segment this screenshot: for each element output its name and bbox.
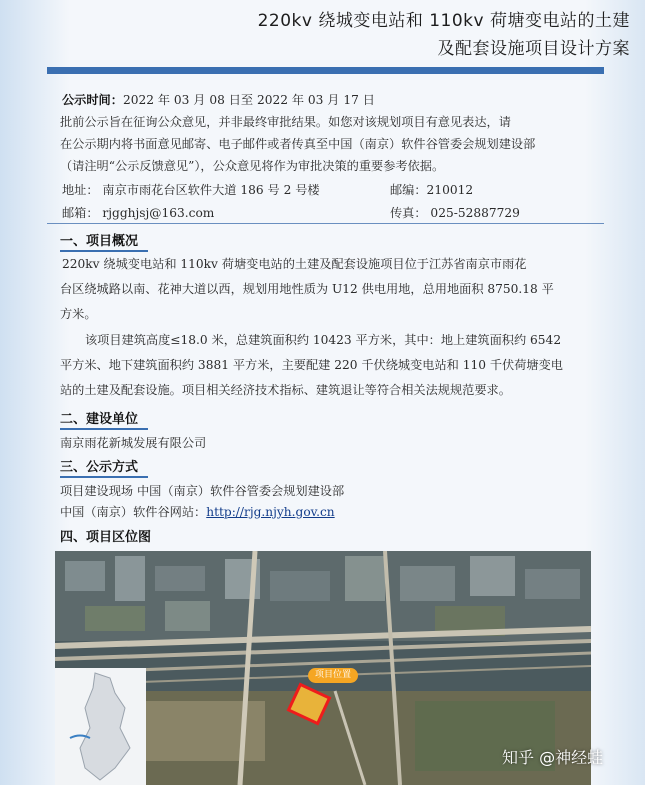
- section-3-line-1: 项目建设现场 中国（南京）软件谷管委会规划建设部: [60, 484, 345, 498]
- section-3-underline: [60, 476, 148, 478]
- intro-line-2: 在公示期内将书面意见邮寄、电子邮件或者传真至中国（南京）软件谷管委会规划建设部: [60, 137, 536, 151]
- section-1-para-1-line-3: 方米。: [60, 307, 97, 321]
- section-1-para-2-line-2: 平方米、地下建筑面积约 3881 平方米，主要配建 220 千伏绕城变电站和 110 千伏荷塘变电: [60, 358, 563, 372]
- section-3-line-2: [60, 503, 335, 520]
- notice-period-label: 公示时间：: [62, 93, 123, 107]
- notice-period: [62, 91, 375, 108]
- website-link[interactable]: http://rjg.njyh.gov.cn: [206, 505, 335, 519]
- contact-email: 邮箱： rjgghjsj@163.com: [62, 206, 215, 220]
- zhihu-watermark: 知乎 @神经蛙: [502, 748, 604, 767]
- contact-fax: 传真： 025-52887729: [390, 206, 520, 220]
- contact-postcode: 邮编：210012: [390, 183, 474, 197]
- contact-divider: [47, 223, 604, 224]
- section-2-title: 二、建设单位: [60, 412, 139, 427]
- section-1-para-2-line-1: 该项目建筑高度≤18.0 米，总建筑面积约 10423 平方米，其中：地上建筑面积约 6542: [85, 333, 562, 347]
- district-outline-icon: [55, 668, 146, 785]
- intro-line-1: 批前公示旨在征询公众意见，并非最终审批结果。如您对该规划项目有意见表达，请: [60, 115, 511, 129]
- section-1-para-2-line-3: 站的土建及配套设施。项目相关经济技术指标、建筑退让等符合相关法规规范要求。: [60, 383, 511, 397]
- section-2-underline: [60, 428, 148, 430]
- section-1-para-1-line-2: 台区绕城路以南、花神大道以西，规划用地性质为 U12 供电用地，总用地面积 8750.18 平: [60, 282, 554, 296]
- title-divider-bar: [47, 67, 604, 74]
- section-2-body: 南京雨花新城发展有限公司: [60, 436, 207, 450]
- document-title-line-1: 220kv 绕城变电站和 110kv 荷塘变电站的土建: [257, 11, 630, 31]
- document-title-line-2: 及配套设施项目设计方案: [437, 39, 630, 59]
- section-4-title: 四、项目区位图: [60, 530, 152, 545]
- intro-line-3: （请注明“公示反馈意见”），公众意见将作为审批决策的重要参考依据。: [60, 159, 445, 173]
- notice-period-value: 2022 年 03 月 08 日至 2022 年 03 月 17 日: [122, 93, 375, 107]
- section-1-underline: [60, 250, 148, 252]
- contact-address: 地址： 南京市雨花台区软件大道 186 号 2 号楼: [62, 183, 320, 197]
- locator-inset-map: [55, 668, 146, 785]
- section-1-para-1-line-1: 220kv 绕城变电站和 110kv 荷塘变电站的土建及配套设施项目位于江苏省南京市雨花: [62, 257, 527, 271]
- section-1-title: 一、项目概况: [60, 234, 139, 249]
- website-label: 中国（南京）软件谷网站：: [60, 505, 207, 519]
- section-3-title: 三、公示方式: [60, 460, 139, 475]
- project-location-label: 项目位置: [308, 668, 358, 683]
